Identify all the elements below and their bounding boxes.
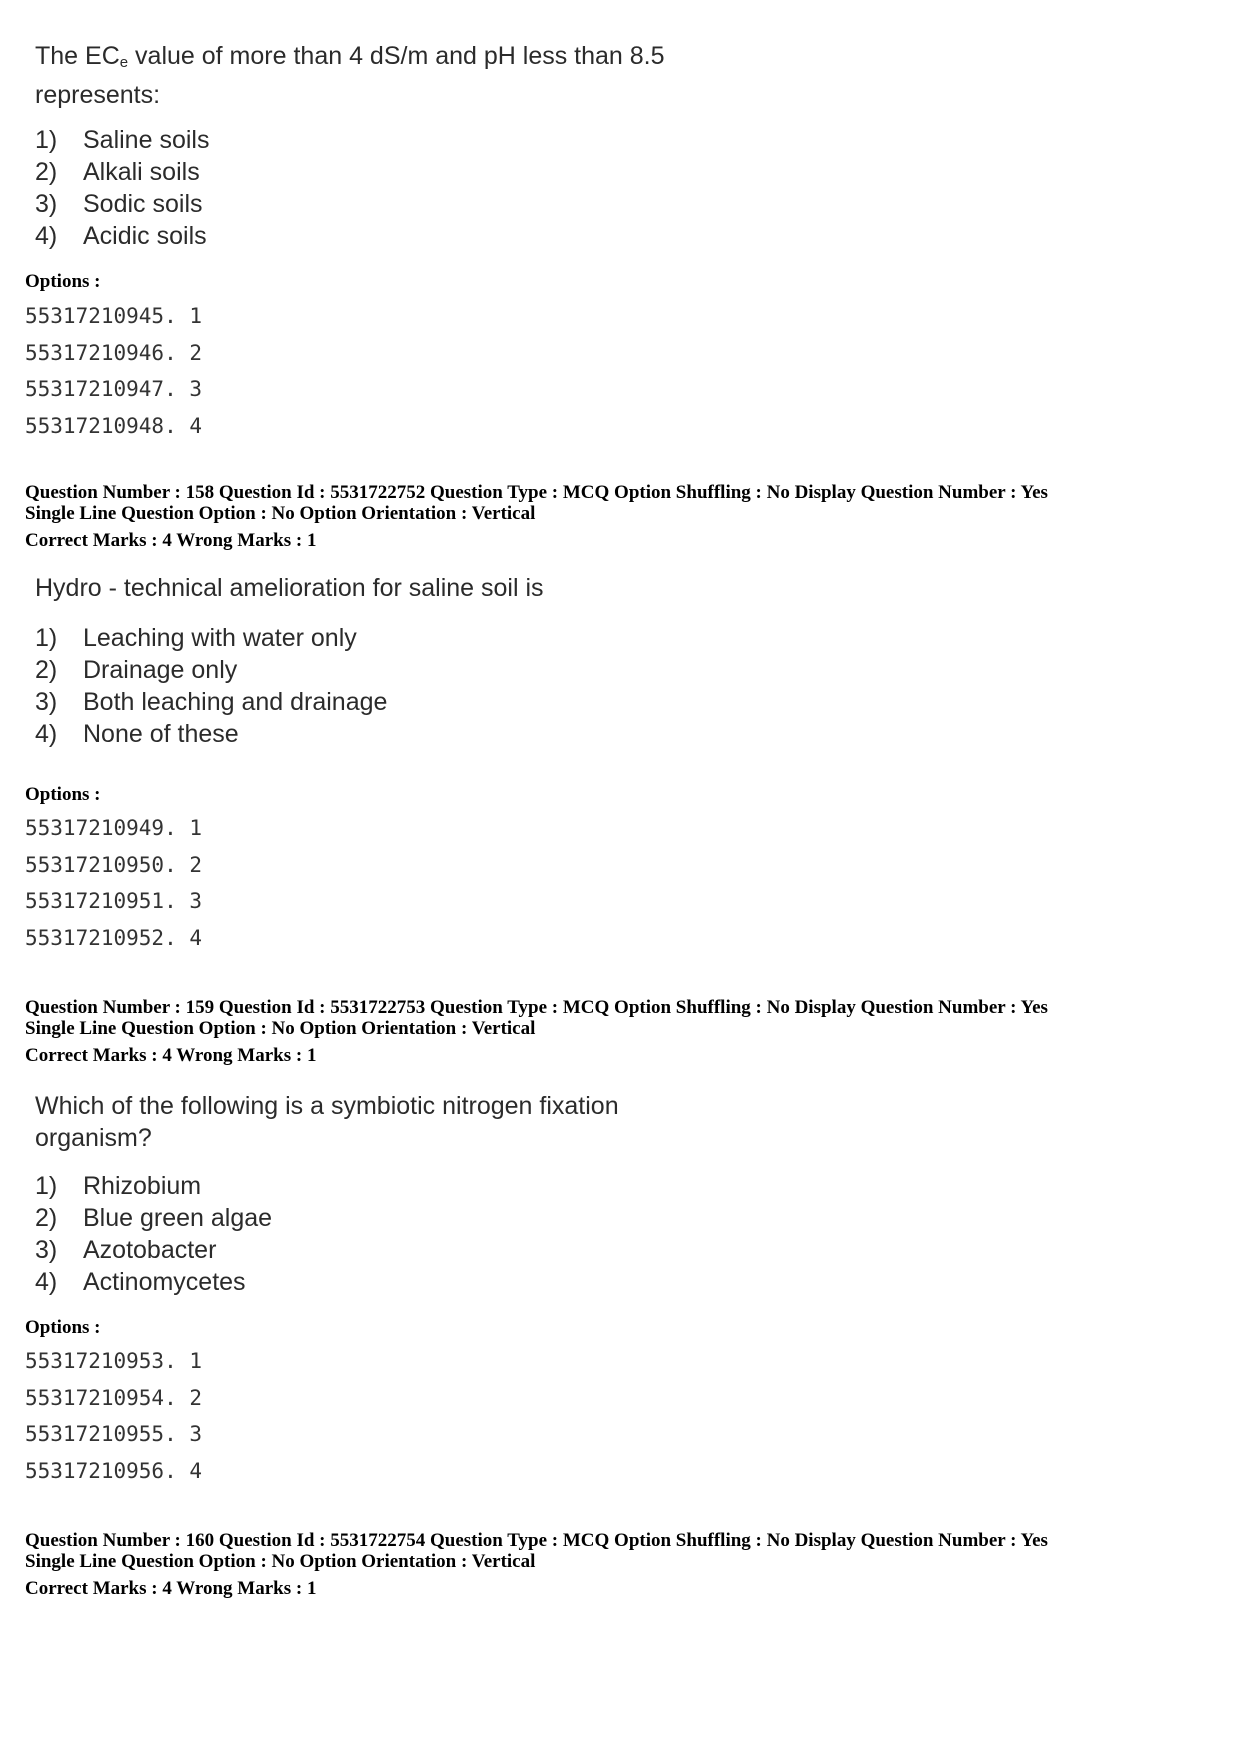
choice-number: 1) <box>35 126 58 154</box>
options-label: Options : <box>25 784 101 805</box>
choice-item <box>35 686 387 718</box>
options-label: Options : <box>25 271 101 292</box>
stem-text: value of more than 4 dS/m and pH less than 8.5 represents: <box>35 42 665 109</box>
choice-text: Drainage only <box>83 656 238 684</box>
choice-text: Rhizobium <box>83 1172 202 1200</box>
question-marks: Correct Marks : 4 Wrong Marks : 1 <box>25 530 317 551</box>
question-157-option-ids <box>25 298 202 444</box>
option-id: 55317210951. 3 <box>25 889 203 913</box>
stem-text: The EC <box>35 42 120 70</box>
choice-item <box>35 1170 272 1202</box>
choice-number: 2) <box>35 158 58 186</box>
option-id: 55317210946. 2 <box>25 340 203 365</box>
question-meta-line: Single Line Question Option : No Option Orientation : Vertical <box>25 1018 536 1039</box>
choice-text: None of these <box>83 720 239 748</box>
choice-number: 1) <box>35 1172 58 1200</box>
choice-number: 4) <box>35 222 58 250</box>
option-id: 55317210947. 3 <box>25 377 203 401</box>
question-meta-line: Question Number : 159 Question Id : 5531722753 Question Type : MCQ Option Shuffling : No Display Question Number : Yes <box>25 997 1048 1018</box>
choice-text: Acidic soils <box>83 222 207 250</box>
choice-number: 3) <box>35 1236 58 1264</box>
choice-text: Both leaching and drainage <box>83 688 388 716</box>
choice-text: Leaching with water only <box>83 624 357 652</box>
choice-text: Saline soils <box>83 126 210 154</box>
question-meta-line: Question Number : 160 Question Id : 5531722754 Question Type : MCQ Option Shuffling : No Display Question Number : Yes <box>25 1530 1048 1551</box>
question-158-meta <box>25 482 1225 551</box>
option-id: 55317210949. 1 <box>25 816 203 840</box>
choice-item <box>35 622 387 654</box>
question-marks: Correct Marks : 4 Wrong Marks : 1 <box>25 1578 317 1599</box>
choice-item <box>35 718 387 750</box>
choice-number: 4) <box>35 720 58 748</box>
choice-item <box>35 1202 272 1234</box>
question-157-stem <box>35 40 695 111</box>
choice-item <box>35 1234 272 1266</box>
choice-number: 2) <box>35 1204 58 1232</box>
choice-item <box>35 1266 272 1298</box>
question-159-option-ids <box>25 1343 202 1489</box>
choice-text: Sodic soils <box>83 190 203 218</box>
question-160-meta <box>25 1530 1225 1599</box>
option-id: 55317210950. 2 <box>25 852 203 877</box>
option-id: 55317210953. 1 <box>25 1349 203 1373</box>
choice-item <box>35 156 209 188</box>
choice-number: 2) <box>35 656 58 684</box>
option-id: 55317210956. 4 <box>25 1458 203 1483</box>
choice-text: Azotobacter <box>83 1236 217 1264</box>
choice-number: 3) <box>35 190 58 218</box>
options-label: Options : <box>25 1317 101 1338</box>
question-158-option-ids <box>25 810 202 956</box>
question-159-choices <box>35 1170 272 1298</box>
question-158-choices <box>35 622 387 750</box>
choice-item <box>35 124 209 156</box>
question-marks: Correct Marks : 4 Wrong Marks : 1 <box>25 1045 317 1066</box>
choice-item <box>35 188 209 220</box>
choice-number: 4) <box>35 1268 58 1296</box>
choice-item <box>35 220 209 252</box>
option-id: 55317210954. 2 <box>25 1385 203 1410</box>
choice-text: Blue green algae <box>83 1204 273 1232</box>
option-id: 55317210952. 4 <box>25 925 203 950</box>
question-159-stem: Which of the following is a symbiotic nitrogen fixation organism? <box>35 1092 619 1152</box>
choice-item <box>35 654 387 686</box>
choice-text: Actinomycetes <box>83 1268 246 1296</box>
option-id: 55317210945. 1 <box>25 304 203 328</box>
question-meta-line: Single Line Question Option : No Option Orientation : Vertical <box>25 1551 536 1572</box>
stem-subscript: e <box>119 54 129 71</box>
option-id: 55317210955. 3 <box>25 1422 203 1446</box>
option-id: 55317210948. 4 <box>25 413 203 438</box>
choice-text: Alkali soils <box>83 158 200 186</box>
question-158-stem: Hydro - technical amelioration for saline soil is <box>35 574 544 602</box>
question-157-choices <box>35 124 209 252</box>
choice-number: 1) <box>35 624 58 652</box>
question-159-meta <box>25 997 1225 1066</box>
question-meta-line: Question Number : 158 Question Id : 5531722752 Question Type : MCQ Option Shuffling : No Display Question Number : Yes <box>25 482 1048 503</box>
choice-number: 3) <box>35 688 58 716</box>
question-meta-line: Single Line Question Option : No Option Orientation : Vertical <box>25 503 536 524</box>
